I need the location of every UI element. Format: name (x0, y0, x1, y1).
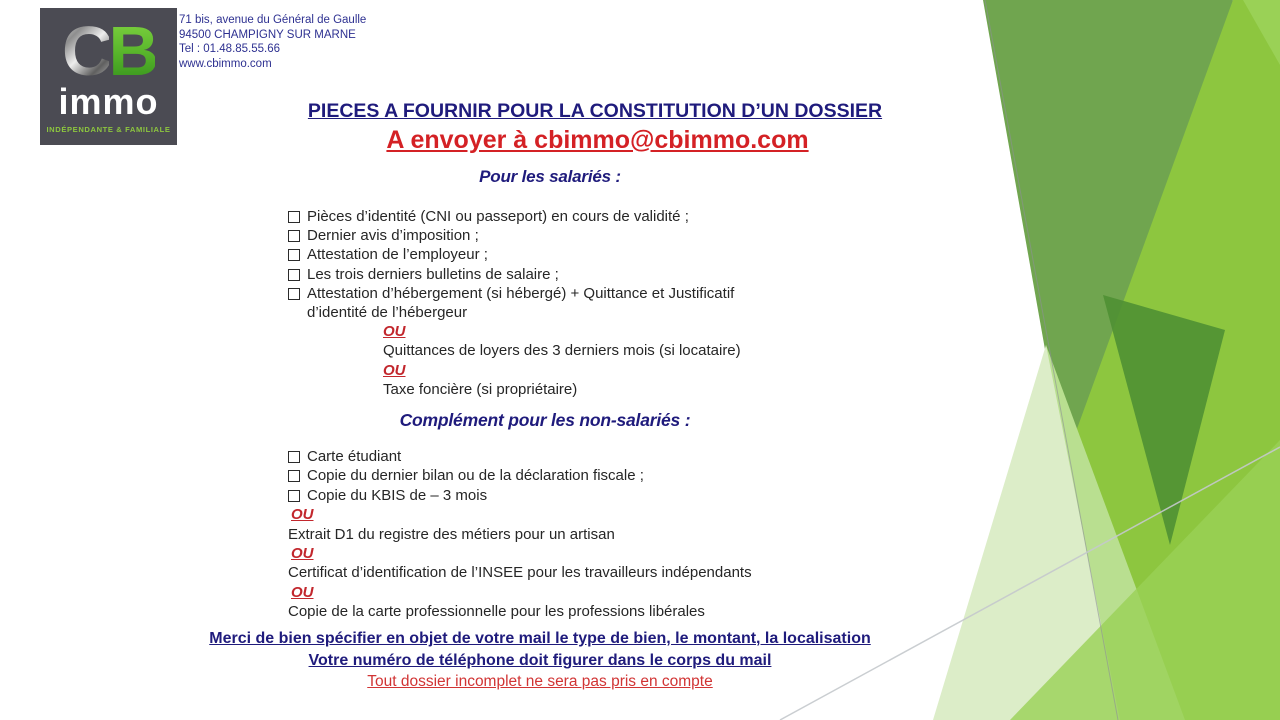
list-item (288, 226, 788, 245)
cbimmo-logo (40, 8, 177, 145)
agency-contact-info (179, 13, 366, 71)
checklist-salaries (288, 207, 788, 399)
list-item (288, 486, 808, 505)
list-item-label: Pièces d’identité (CNI ou passeport) en cours de validité ; (307, 208, 689, 225)
list-item-label: Dernier avis d’imposition ; (307, 227, 479, 245)
checkbox-icon (288, 269, 300, 281)
page-title: PIECES A FOURNIR POUR LA CONSTITUTION D’UN DOSSIER (307, 100, 883, 122)
salaries-alternatives (383, 322, 788, 399)
list-item-label: Attestation de l’employeur ; (307, 246, 488, 264)
list-item (288, 466, 808, 485)
list-item (288, 245, 788, 264)
footer-notice-incomplete: Tout dossier incomplet ne sera pas pris en compte (367, 673, 713, 690)
list-item (288, 265, 788, 284)
logo-tagline: INDÉPENDANTE & FAMILIALE (46, 125, 171, 134)
contact-address-line2: 94500 CHAMPIGNY SUR MARNE (179, 28, 356, 41)
alternative-option: Certificat d’identification de l’INSEE pour les travailleurs indépendants (288, 564, 752, 582)
or-label: OU (383, 361, 406, 379)
send-to-email-link[interactable]: A envoyer à cbimmo@cbimmo.com (386, 126, 809, 154)
checkbox-icon (288, 230, 300, 242)
footer-notice-phone: Votre numéro de téléphone doit figurer dans le corps du mail (308, 652, 772, 669)
checkbox-icon (288, 490, 300, 502)
logo-letter-b: B (108, 12, 156, 90)
checkbox-icon (288, 451, 300, 463)
logo-immo-text: immo (58, 81, 159, 122)
footer-notice-subject: Merci de bien spécifier en objet de votre mail le type de bien, le montant, la localisation (209, 630, 871, 647)
logo-letter-c: C (61, 12, 109, 90)
or-label: OU (291, 545, 314, 563)
checkbox-icon (288, 249, 300, 261)
list-item-label: Carte étudiant (307, 448, 402, 465)
alternative-option: Extrait D1 du registre des métiers pour un artisan (288, 525, 615, 543)
list-item (288, 447, 808, 466)
list-item (288, 207, 788, 226)
contact-address-line1: 71 bis, avenue du Général de Gaulle (179, 14, 367, 26)
contact-phone: Tel : 01.48.85.55.66 (179, 43, 281, 55)
list-item-label: Les trois derniers bulletins de salaire ; (307, 265, 559, 283)
or-label: OU (291, 583, 314, 601)
alternative-option: Taxe foncière (si propriétaire) (383, 380, 578, 398)
section-heading-non-salaries: Complément pour les non-salariés : (399, 410, 691, 430)
section-heading-salaries: Pour les salariés : (479, 167, 621, 186)
logo-cb-monogram (40, 12, 177, 90)
checklist-non-salaries (288, 447, 808, 622)
list-item-label: Copie du dernier bilan ou de la déclaration fiscale ; (307, 467, 644, 485)
list-item-label: Copie du KBIS de – 3 mois (307, 486, 488, 504)
or-label: OU (291, 506, 314, 524)
checkbox-icon (288, 211, 300, 223)
checkbox-icon (288, 470, 300, 482)
or-label: OU (383, 323, 406, 341)
checkbox-icon (288, 288, 300, 300)
list-item (288, 284, 788, 322)
contact-website-link[interactable]: www.cbimmo.com (179, 57, 272, 70)
list-item-label: Attestation d’hébergement (si hébergé) + Quittance et Justificatif d’identité de l’hébergeur (307, 284, 735, 322)
alternative-option: Quittances de loyers des 3 derniers mois (si locataire) (383, 342, 741, 360)
alternative-option: Copie de la carte professionnelle pour les professions libérales (288, 603, 705, 621)
